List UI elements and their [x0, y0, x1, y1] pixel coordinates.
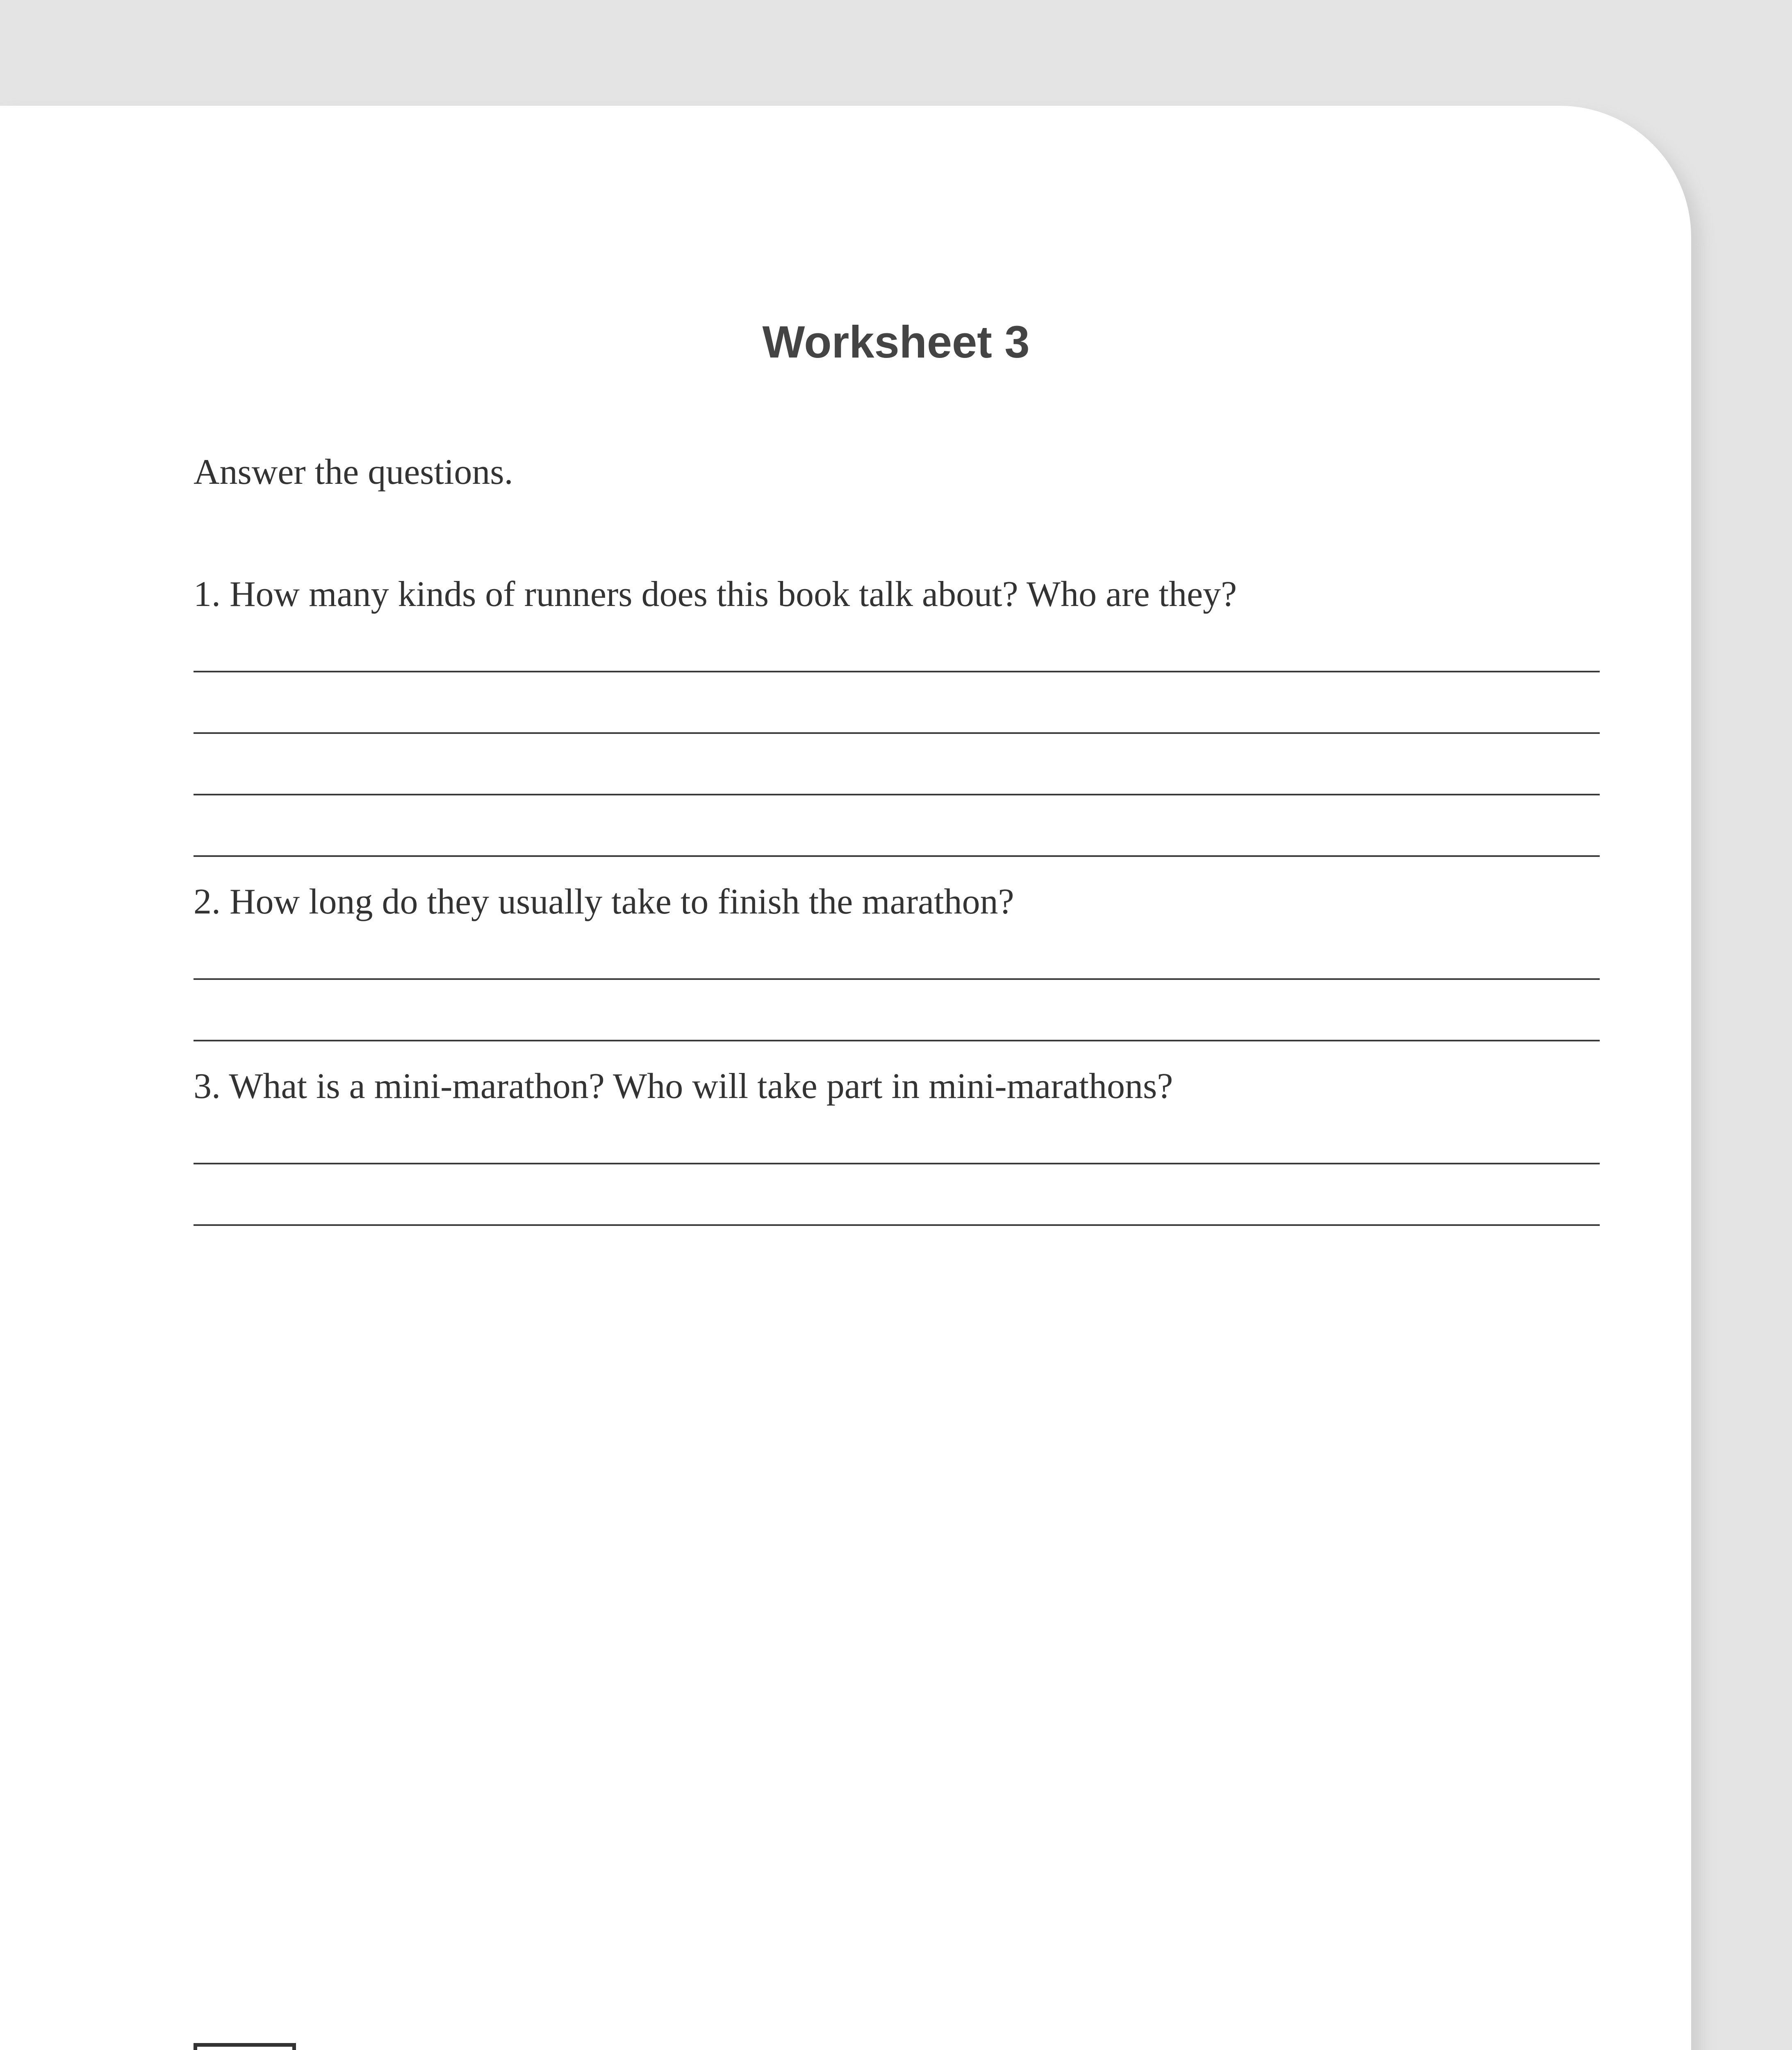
instruction-text: Answer the questions. [194, 452, 513, 492]
question-3: 3. What is a mini-marathon? Who will take part in mini-marathons? [194, 1066, 1173, 1106]
worksheet-title: Worksheet 3 [762, 317, 1030, 367]
answer-line-q1-2[interactable] [194, 732, 1600, 734]
answer-line-q3-2[interactable] [194, 1224, 1600, 1226]
key-heading [194, 2043, 296, 2050]
answer-line-q1-4[interactable] [194, 855, 1600, 857]
answer-line-q2-2[interactable] [194, 1040, 1600, 1041]
answer-line-q2-1[interactable] [194, 978, 1600, 980]
question-1: 1. How many kinds of runners does this book talk about? Who are they? [194, 574, 1237, 614]
answer-line-q1-3[interactable] [194, 794, 1600, 795]
answer-line-q1-1[interactable] [194, 671, 1600, 672]
answer-line-q3-1[interactable] [194, 1163, 1600, 1164]
question-2: 2. How long do they usually take to finish the marathon? [194, 882, 1014, 922]
